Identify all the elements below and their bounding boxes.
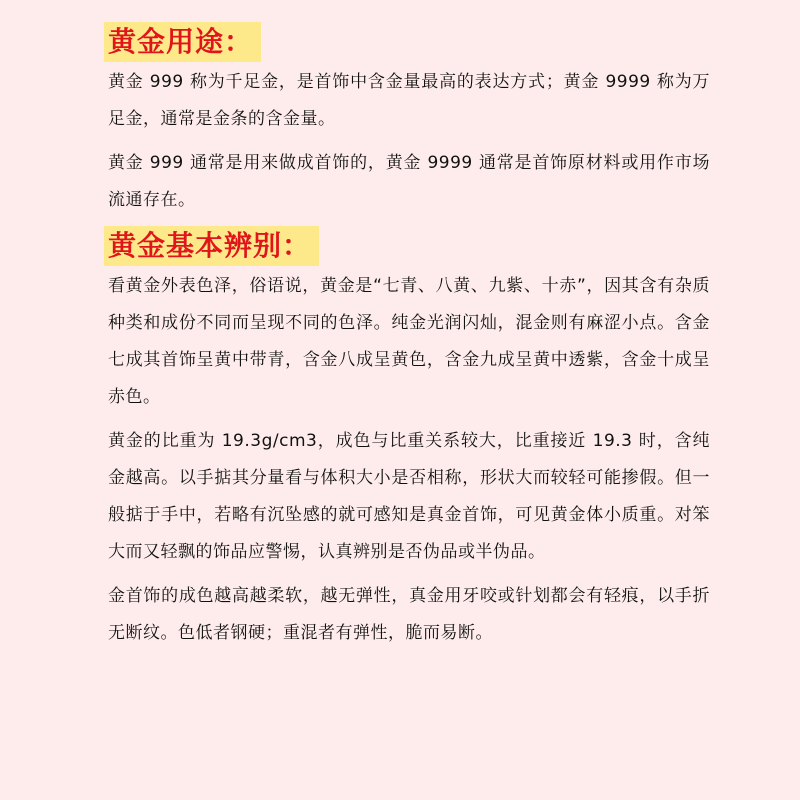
paragraph: 金首饰的成色越高越柔软，越无弹性，真金用牙咬或针划都会有轻痕，以手折无断纹。色低者钢硬；重混者有弹性，脆而易断。 xyxy=(108,586,710,643)
paragraph: 看黄金外表色泽，俗语说，黄金是“七青、八黄、九紫、十赤”，因其含有杂质种类和成份不同而呈现不同的色泽。纯金光润闪灿，混金则有麻涩小点。含金七成其首饰呈黄中带青，含金八成呈黄色，含金九成呈黄中透紫，含金十成呈赤色。 xyxy=(108,276,710,407)
paragraph: 黄金 999 通常是用来做成首饰的，黄金 9999 通常是首饰原材料或用作市场流通存在。 xyxy=(108,153,710,210)
section-gold-identification xyxy=(108,226,710,652)
section-heading-gold-identification: 黄金基本辨别： xyxy=(104,226,319,266)
section-heading-gold-uses: 黄金用途： xyxy=(104,22,261,62)
paragraph: 黄金 999 称为千足金，是首饰中含金量最高的表达方式；黄金 9999 称为万足金，通常是金条的含金量。 xyxy=(108,72,710,129)
section-gold-uses xyxy=(108,22,710,219)
paragraph: 黄金的比重为 19.3g/cm3，成色与比重关系较大，比重接近 19.3 时，含纯金越高。以手掂其分量看与体积大小是否相称，形状大而较轻可能掺假。但一般掂于手中，若略有沉坠感的就可感知是真金首饰，可见黄金体小质重。对笨大而又轻飘的饰品应警惕，认真辨别是否伪品或半伪品。 xyxy=(108,431,710,562)
